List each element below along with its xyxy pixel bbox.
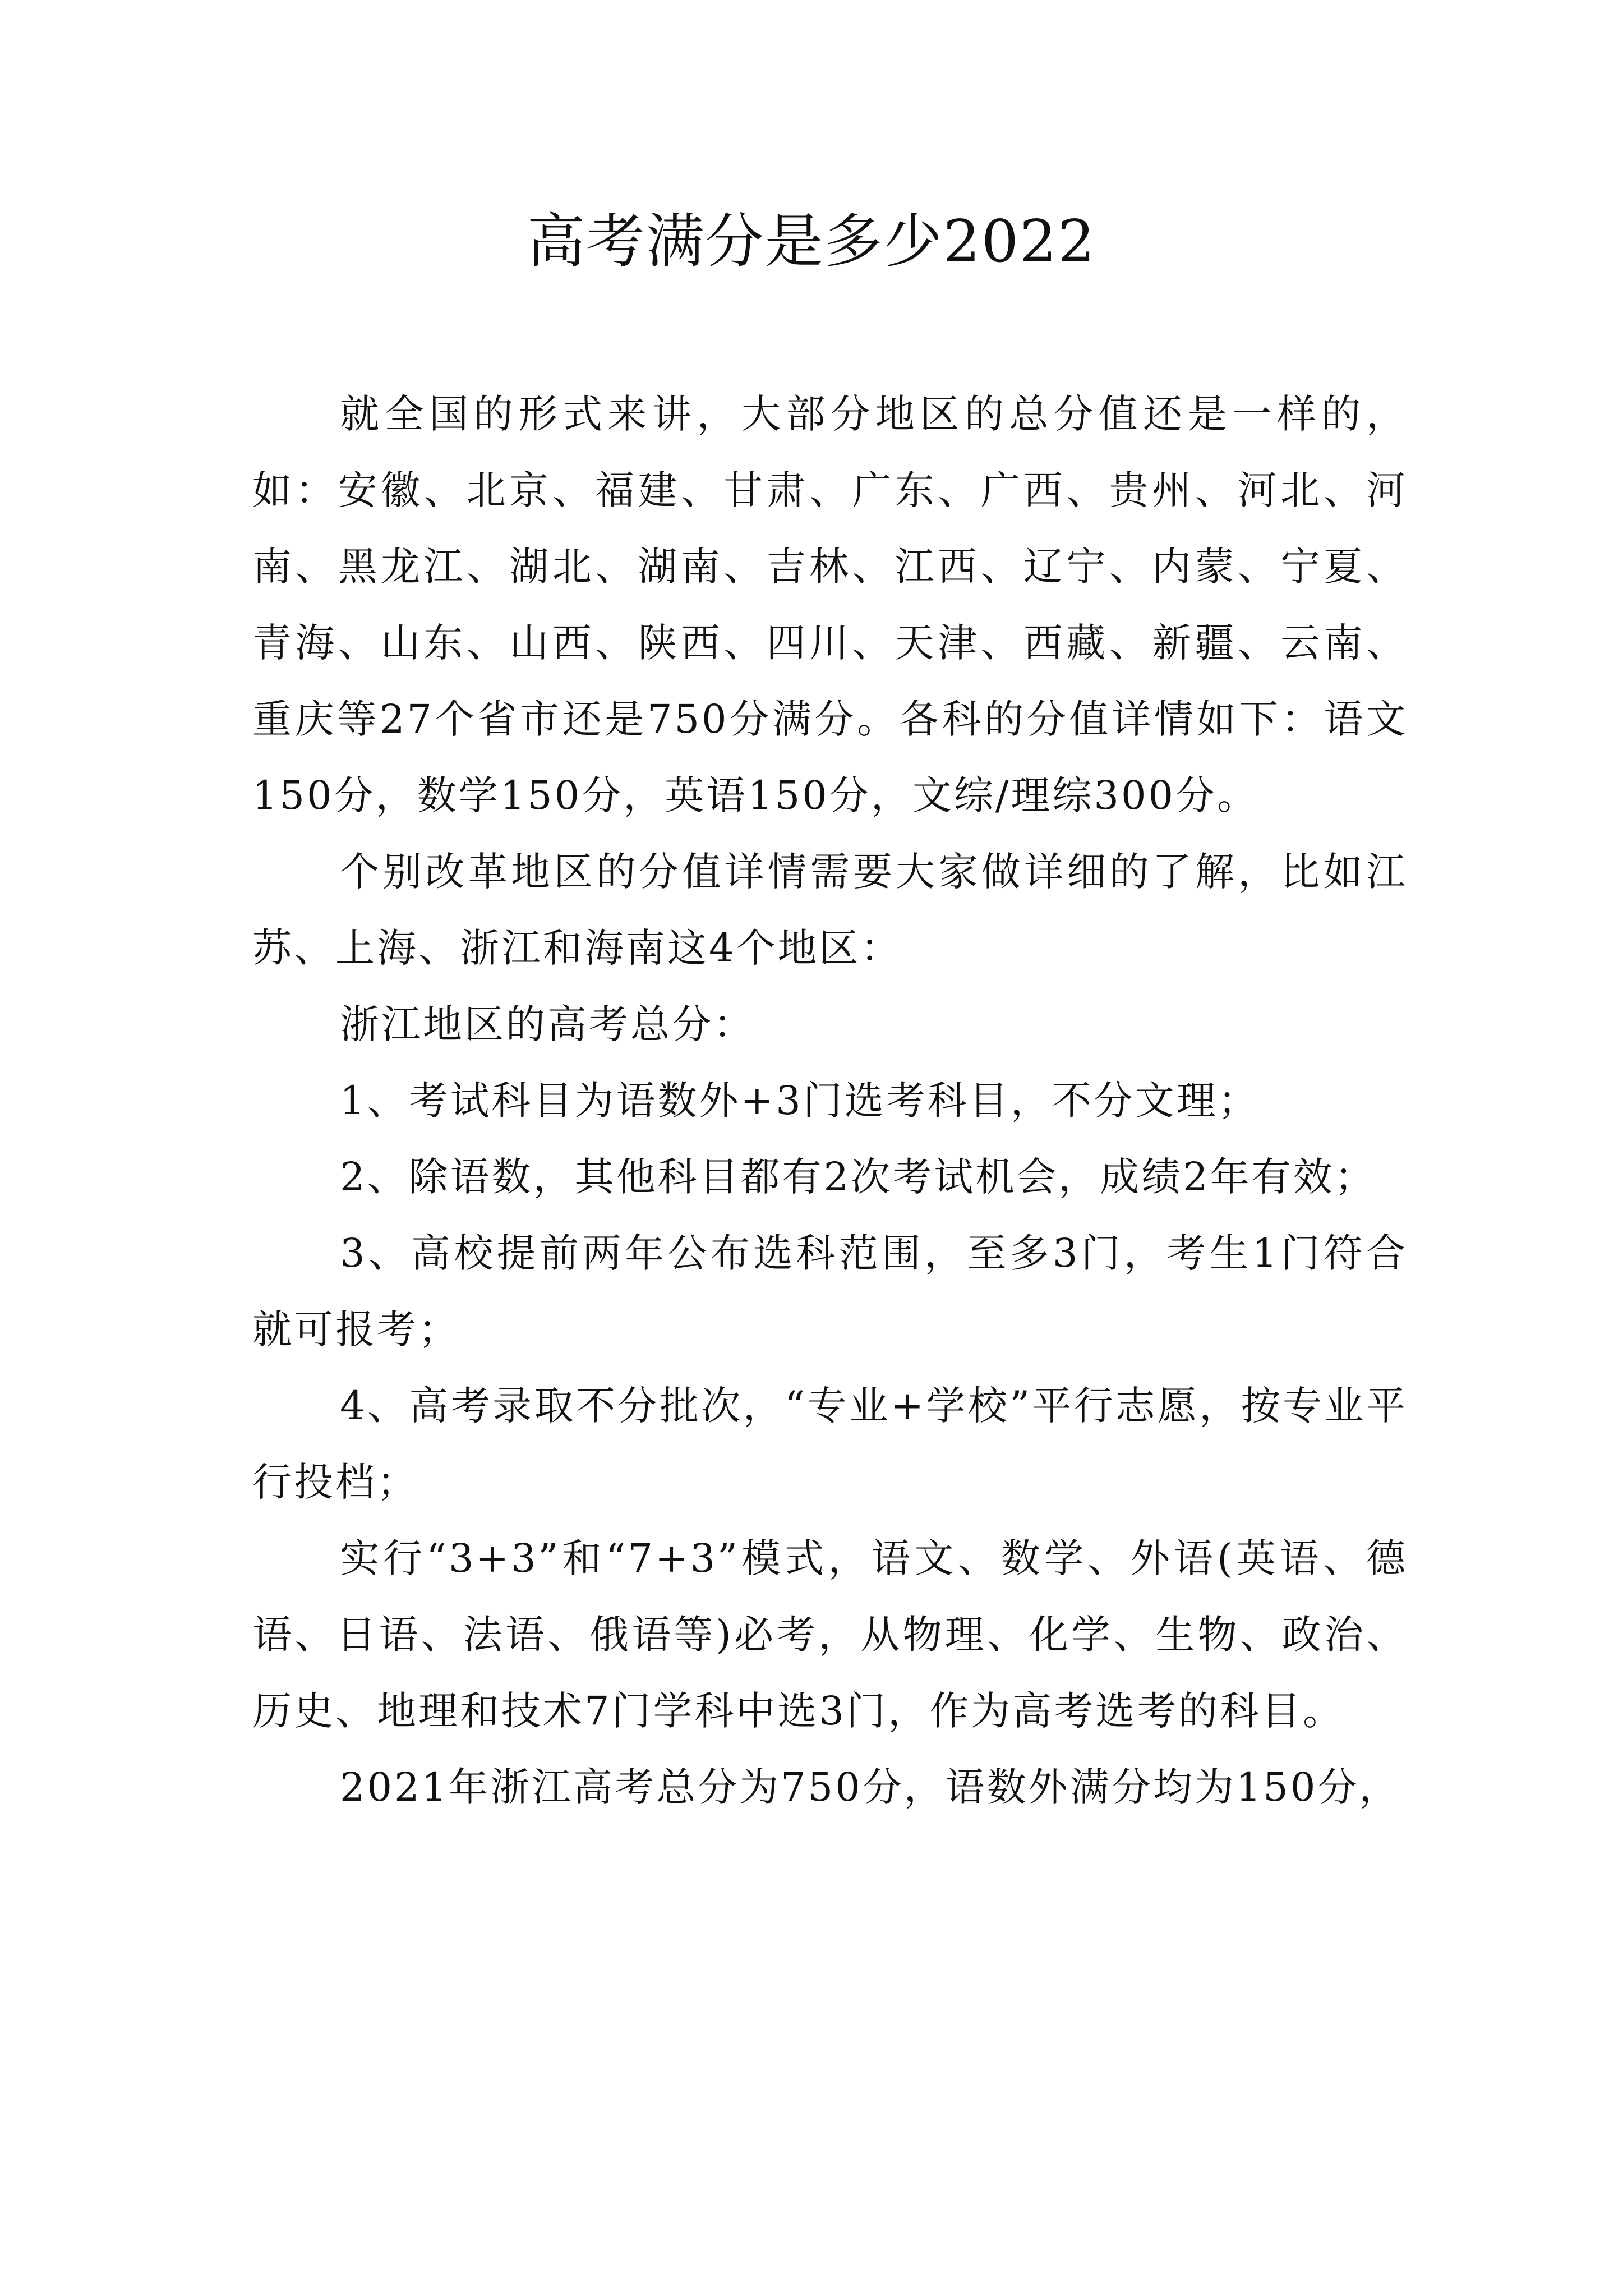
paragraph-3: 浙江地区的高考总分： <box>340 1001 755 1047</box>
paragraph-8: 实行“3+3”和“7+3”模式，语文、数学、外语(英语、德语、日语、法语、俄语等)必考，从物理、化学、生物、政治、历史、地理和技术7门学科中选3门，作为高考选考的科目。 <box>252 1535 1408 1734</box>
paragraph-9: 2021年浙江高考总分为750分，语数外满分均为150分， <box>340 1764 1401 1810</box>
paragraph-1: 就全国的形式来讲，大部分地区的总分值还是一样的，如：安徽、北京、福建、甘肃、广东、广西、贵州、河北、河南、黑龙江、湖北、湖南、吉林、江西、辽宁、内蒙、宁夏、青海、山东、山西、陕西、四川、天津、西藏、新疆、云南、重庆等27个省市还是750分满分。各科的分值详情如下：语文150分，数学150分，英语150分，文综/理综300分。 <box>252 391 1408 818</box>
paragraph-6: 3、高校提前两年公布选科范围，至多3门，考生1门符合就可报考； <box>252 1230 1408 1352</box>
paragraph-2: 个别改革地区的分值详情需要大家做详细的了解，比如江苏、上海、浙江和海南这4个地区： <box>252 849 1408 971</box>
paragraph-5: 2、除语数，其他科目都有2次考试机会，成绩2年有效； <box>340 1154 1376 1200</box>
paragraph-4: 1、考试科目为语数外+3门选考科目，不分文理； <box>340 1078 1260 1124</box>
document-title: 高考满分是多少2022 <box>527 207 1096 275</box>
paragraph-7: 4、高考录取不分批次，“专业+学校”平行志愿，按专业平行投档； <box>252 1383 1408 1505</box>
document-body <box>252 376 1408 1825</box>
